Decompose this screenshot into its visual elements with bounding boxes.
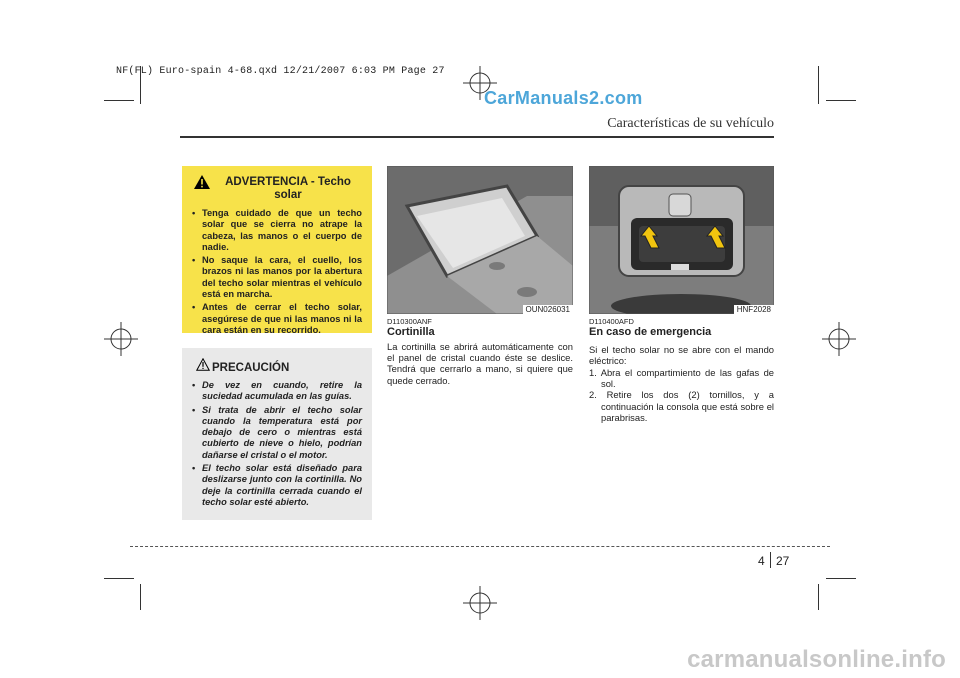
step-item: 1. Abra el compartimiento de las gafas de sol. bbox=[589, 367, 774, 390]
warning-triangle-icon bbox=[194, 175, 210, 189]
body-paragraph: Si el techo solar no se abre con el mando eléctrico: bbox=[589, 344, 774, 367]
crop-mark bbox=[140, 584, 141, 610]
warning-item: • Tenga cuidado de que un techo solar que se cierra no atrape la cabeza, las manos o el cuerpo de nadie. bbox=[192, 208, 362, 253]
page-number-separator bbox=[770, 552, 771, 568]
overhead-console-illustration bbox=[589, 166, 774, 314]
crop-mark bbox=[104, 100, 134, 101]
print-file-info: NF(FL) Euro-spain 4-68.qxd 12/21/2007 6:03 PM Page 27 bbox=[116, 66, 445, 77]
warning-item: • No saque la cara, el cuello, los brazos ni las manos por la abertura del techo solar mientras el vehículo está en marcha. bbox=[192, 255, 362, 300]
warning-title: ADVERTENCIA - Techo solar bbox=[225, 176, 351, 201]
footer-divider bbox=[130, 546, 830, 547]
crop-mark bbox=[826, 578, 856, 579]
caution-item: • De vez en cuando, retire la suciedad acumulada en las guías. bbox=[192, 380, 362, 403]
steps-list bbox=[589, 367, 774, 423]
warning-box bbox=[182, 166, 372, 333]
registration-mark-icon bbox=[104, 322, 138, 356]
photo-caption: OUN026031 bbox=[523, 305, 573, 314]
caution-item: • El techo solar está diseñado para deslizarse junto con la cortinilla. No deje la cortinilla cerrada cuando el techo solar esté abierto. bbox=[192, 463, 362, 508]
caution-triangle-icon bbox=[196, 358, 210, 371]
reference-code: D110300ANF bbox=[387, 317, 432, 326]
sunshade-photo bbox=[387, 166, 573, 314]
watermark-bottom[interactable]: carmanualsonline.info bbox=[687, 646, 946, 673]
registration-mark-icon bbox=[822, 322, 856, 356]
overhead-console-photo bbox=[589, 166, 774, 314]
caution-title: PRECAUCIÓN bbox=[212, 362, 290, 374]
warning-list bbox=[192, 208, 362, 336]
caution-item: • Si trata de abrir el techo solar cuando la temperatura está por debajo de cero o mientras está cubierto de nieve o hielo, podrían dañarse el cristal o el motor. bbox=[192, 405, 362, 461]
crop-mark bbox=[104, 578, 134, 579]
page-number: 27 bbox=[776, 554, 790, 568]
title-divider bbox=[180, 136, 774, 138]
photo-caption: HNF2028 bbox=[734, 305, 774, 314]
section-heading: Cortinilla bbox=[387, 326, 435, 338]
section-title: Características de su vehículo bbox=[607, 116, 774, 131]
chapter-number: 4 bbox=[758, 554, 765, 568]
step-item: 2. Retire los dos (2) tornillos, y a continuación la consola que está sobre el parabrisas. bbox=[589, 389, 774, 423]
watermark-top[interactable]: CarManuals2.com bbox=[484, 88, 643, 108]
warning-item: • Antes de cerrar el techo solar, asegúrese de que ni las manos ni la cara están en su recorrido. bbox=[192, 302, 362, 336]
sunroof-illustration bbox=[387, 166, 573, 314]
section-heading: En caso de emergencia bbox=[589, 326, 712, 338]
reference-code: D110400AFD bbox=[589, 317, 634, 326]
crop-mark bbox=[818, 66, 819, 104]
body-paragraph: La cortinilla se abrirá automáticamente con el panel de cristal cuando éste se deslice. Tendrá que cerrarlo a mano, si quiere que quede cerrado. bbox=[387, 341, 573, 386]
registration-mark-icon bbox=[463, 586, 497, 620]
caution-box bbox=[182, 348, 372, 520]
crop-mark bbox=[826, 100, 856, 101]
crop-mark bbox=[818, 584, 819, 610]
caution-list bbox=[192, 380, 362, 508]
